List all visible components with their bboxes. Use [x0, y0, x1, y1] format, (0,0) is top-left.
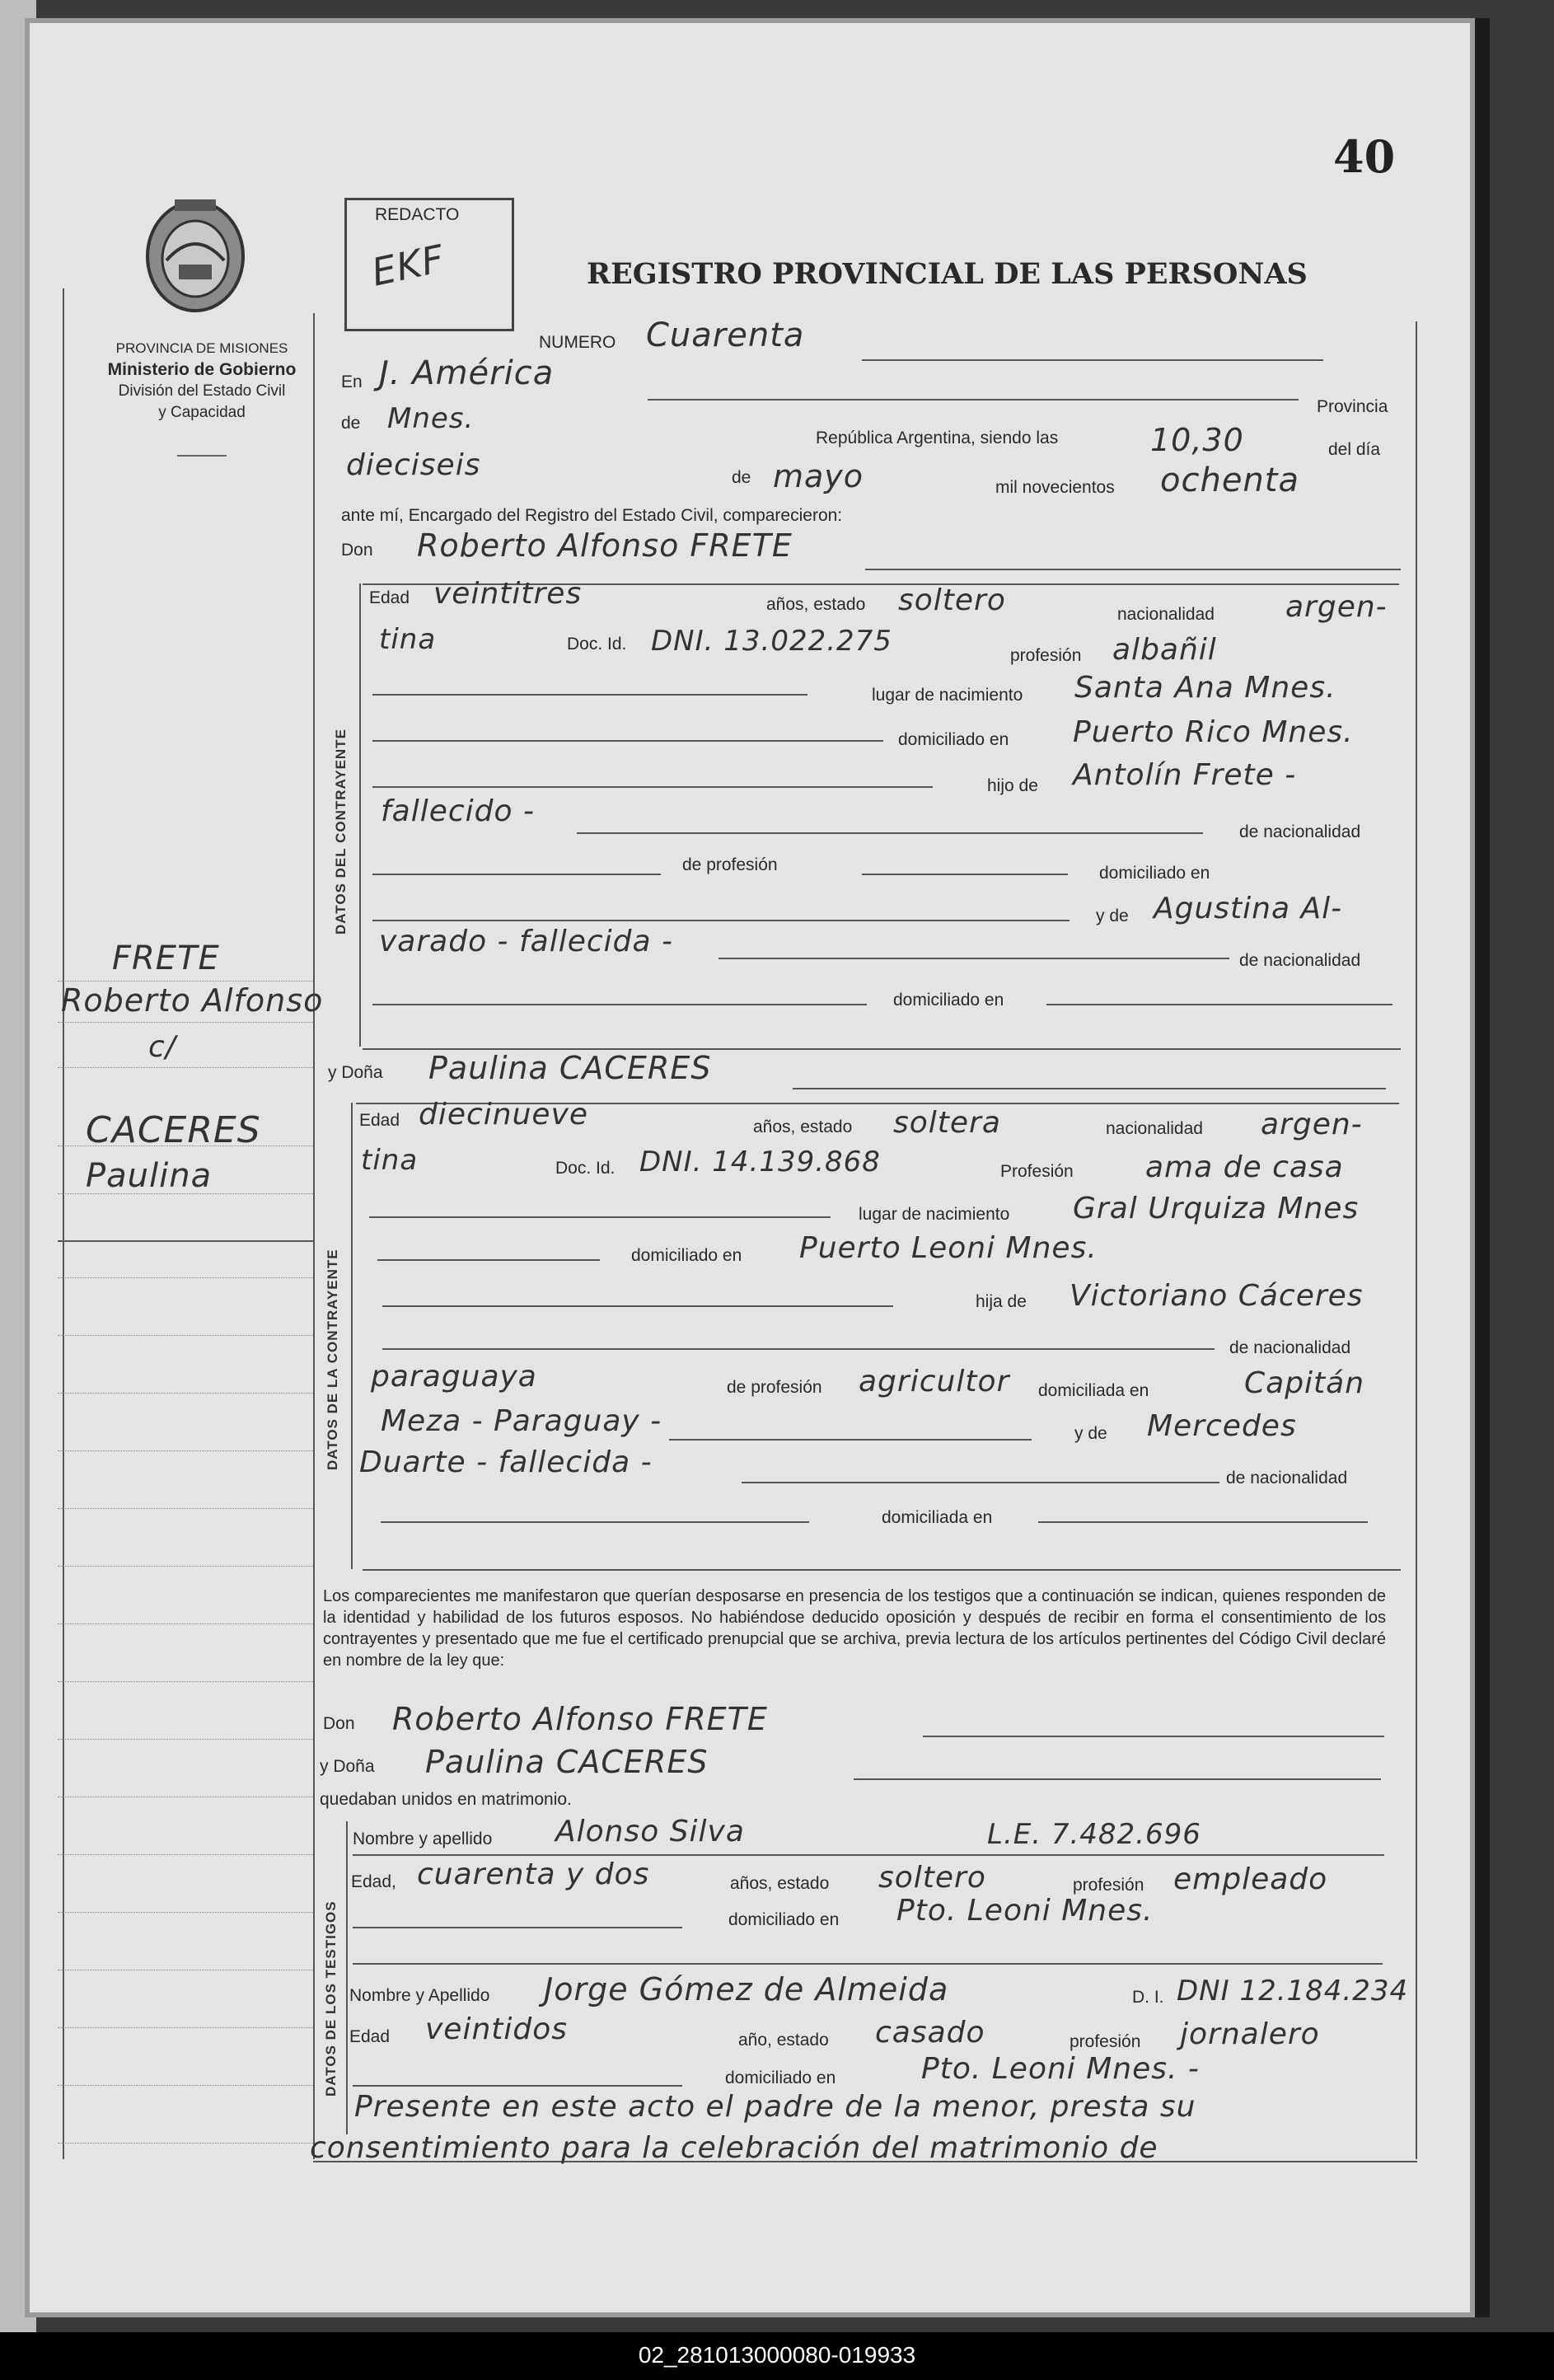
dona-label: y Doña: [328, 1063, 383, 1082]
groom-nac-label: nacionalidad: [1117, 605, 1215, 624]
bride-padre-value: Victoriano Cáceres: [1070, 1279, 1364, 1313]
statement-text: Los comparecientes me manifestaron que querían desposarse en presencia de los testigos que a continuación se indican, quienes responden de la identidad y habilidad de los futuros esposos. No habiéndose deducido oposición y después de recibir en forma el consentimiento de los contrayentes y presentado que me fue el certificado prenupcial que se archiva, previa lectura de los artículos pertinentes del Código Civil declaré en nombre de la ley que:: [323, 1587, 1386, 1670]
groom-nac-value: argen-: [1285, 590, 1388, 624]
groom-padre-value: Antolín Frete -: [1073, 758, 1297, 792]
w1-nombre-value: Alonso Silva: [555, 1815, 745, 1848]
bride-doc-label: Doc. Id.: [555, 1159, 616, 1178]
groom-de-nac2-label: de nacionalidad: [1239, 951, 1361, 970]
groom-edad-value: veintitres: [433, 577, 583, 611]
groom-estado-value: soltero: [898, 583, 1006, 617]
bride-lugar-label: lugar de nacimiento: [859, 1205, 1010, 1224]
w2-nombre-value: Jorge Gómez de Almeida: [544, 1971, 949, 2008]
bride-nac-cont: tina: [361, 1144, 419, 1177]
groom-madre-cont: varado - fallecida -: [379, 925, 674, 958]
republica-label: República Argentina, siendo las: [816, 429, 1059, 447]
groom-profesion-label: profesión: [1010, 646, 1082, 665]
margin-bride-surname: CACERES: [86, 1109, 261, 1151]
groom-edad-label: Edad: [369, 588, 410, 607]
division-label: División del Estado Civil: [118, 382, 286, 400]
bride-lugar-value: Gral Urquiza Mnes: [1073, 1192, 1360, 1225]
w2-anio-estado-label: año, estado: [738, 2031, 829, 2050]
w1-profesion-label: profesión: [1073, 1876, 1144, 1895]
ante-mi-text: ante mí, Encargado del Registro del Estado Civil, comparecieron:: [341, 506, 843, 525]
w1-estado-value: soltero: [878, 1861, 986, 1895]
document-id: 02_281013000080-019933: [638, 2342, 916, 2368]
groom-domic-value: Puerto Rico Mnes.: [1073, 715, 1354, 749]
groom-hijo-label: hijo de: [987, 776, 1038, 795]
bride-profesion-label: Profesión: [1000, 1162, 1074, 1181]
de-label: de: [341, 414, 361, 433]
en-label: En: [341, 372, 363, 391]
w2-nombre-label: Nombre y Apellido: [349, 1986, 490, 2005]
bride-domiciliada-label: domiciliada en: [1038, 1381, 1149, 1400]
w2-edad-value: veintidos: [425, 2012, 569, 2046]
groom-domic3-label: domiciliado en: [893, 991, 1004, 1010]
closing-line-1: Presente en este acto el padre de la menor, presta su: [354, 2090, 1196, 2124]
w1-edad-label: Edad,: [351, 1872, 396, 1891]
hora-value: 10,30: [1150, 422, 1244, 458]
groom-domic-label: domiciliado en: [898, 730, 1009, 749]
w2-edad-label: Edad: [349, 2027, 391, 2046]
bride-edad-value: diecinueve: [419, 1098, 589, 1131]
redacto-label: REDACTO: [375, 205, 460, 224]
groom-lugar-value: Santa Ana Mnes.: [1074, 671, 1336, 705]
ministry-label: Ministerio de Gobierno: [107, 360, 297, 379]
groom-de-nac-label: de nacionalidad: [1239, 822, 1361, 841]
groom-doc-label: Doc. Id.: [567, 635, 627, 654]
w2-profesion-value: jornalero: [1180, 2017, 1320, 2051]
groom-y-de-label: y de: [1096, 907, 1129, 925]
groom-anios-estado-label: años, estado: [766, 595, 866, 614]
groom-nac-cont: tina: [379, 623, 437, 656]
bride-domiciliada2-label: domiciliada en: [882, 1508, 993, 1527]
margin-groom-given: Roberto Alfonso: [61, 982, 324, 1019]
unidos-text: quedaban unidos en matrimonio.: [320, 1790, 572, 1809]
w2-domic-label: domiciliado en: [725, 2068, 836, 2087]
bride-madre-value: Mercedes: [1147, 1409, 1297, 1443]
w2-doc-value: DNI 12.184.234: [1177, 1975, 1409, 2008]
bride-profesion-value: ama de casa: [1145, 1150, 1344, 1184]
redacto-initials: EKF: [367, 236, 449, 295]
dia-value: dieciseis: [346, 448, 481, 482]
de-mes-label: de: [732, 468, 751, 487]
w1-doc-value: L.E. 7.482.696: [987, 1818, 1201, 1851]
bride-padre-domic: Capitán: [1244, 1366, 1365, 1400]
groom-lugar-label: lugar de nacimiento: [872, 686, 1023, 705]
bride-padre-nac: paraguaya: [371, 1360, 537, 1394]
w1-anios-estado-label: años, estado: [730, 1874, 830, 1893]
bride-hija-label: hija de: [976, 1292, 1027, 1311]
don-label: Don: [341, 541, 373, 560]
division-label-2: y Capacidad: [158, 404, 246, 421]
w1-domic-label: domiciliado en: [728, 1910, 840, 1929]
groom-profesion-value: albañil: [1112, 633, 1217, 667]
redacto-box: [344, 198, 514, 331]
w1-domic-value: Pto. Leoni Mnes.: [896, 1894, 1154, 1928]
bride-de-nac2-label: de nacionalidad: [1226, 1469, 1348, 1488]
en-value: J. América: [379, 354, 555, 392]
bride-padre-domic-cont: Meza - Paraguay -: [381, 1404, 662, 1438]
w1-profesion-value: empleado: [1173, 1862, 1328, 1896]
statement-dona-label: y Doña: [320, 1757, 375, 1776]
bride-name: Paulina CACERES: [428, 1050, 712, 1086]
statement-groom-name: Roberto Alfonso FRETE: [392, 1701, 768, 1737]
bride-estado-value: soltera: [893, 1106, 1001, 1140]
bride-nac-value: argen-: [1261, 1108, 1363, 1141]
w2-profesion-label: profesión: [1070, 2032, 1141, 2051]
register-title: REGISTRO PROVINCIAL DE LAS PERSONAS: [587, 257, 1308, 291]
bride-padre-prof: agricultor: [859, 1365, 1010, 1398]
groom-madre-value: Agustina Al-: [1154, 892, 1343, 925]
groom-de-prof-label: de profesión: [682, 855, 778, 874]
closing-line-2: consentimiento para la celebración del matrimonio de: [310, 2131, 1158, 2165]
de-value: Mnes.: [387, 402, 475, 435]
groom-domic2-label: domiciliado en: [1099, 864, 1210, 883]
province-label: PROVINCIA DE MISIONES: [115, 340, 288, 356]
groom-padre-cont: fallecido -: [381, 794, 535, 828]
w1-edad-value: cuarenta y dos: [417, 1858, 650, 1891]
bride-madre-cont: Duarte - fallecida -: [359, 1445, 653, 1479]
mes-value: mayo: [773, 458, 864, 494]
groom-doc-value: DNI. 13.022.275: [651, 625, 892, 658]
bride-y-de-label: y de: [1074, 1424, 1107, 1443]
margin-groom-surname: FRETE: [112, 939, 220, 977]
witnesses-section-label: DATOS DE LOS TESTIGOS: [323, 1900, 339, 2097]
w1-nombre-label: Nombre y apellido: [353, 1830, 493, 1848]
statement-don-label: Don: [323, 1714, 355, 1733]
margin-mark: c/: [148, 1030, 176, 1064]
bride-edad-label: Edad: [359, 1111, 400, 1130]
groom-name: Roberto Alfonso FRETE: [417, 527, 793, 564]
anio-value: ochenta: [1160, 461, 1299, 499]
w2-estado-value: casado: [875, 2016, 985, 2050]
groom-section-label: DATOS DEL CONTRAYENTE: [333, 729, 349, 935]
statement-bride-name: Paulina CACERES: [425, 1744, 709, 1780]
provincia-label: Provincia: [1317, 397, 1388, 416]
bride-nac-label: nacionalidad: [1106, 1119, 1203, 1138]
bride-de-prof-label: de profesión: [727, 1378, 822, 1397]
bride-domic-value: Puerto Leoni Mnes.: [799, 1231, 1098, 1265]
numero-label: NUMERO: [539, 333, 616, 352]
margin-bride-given: Paulina: [86, 1157, 213, 1195]
page-number: 40: [1333, 130, 1396, 183]
numero-value: Cuarenta: [646, 316, 805, 354]
w2-doc-label: D. I.: [1132, 1988, 1164, 2007]
bride-doc-value: DNI. 14.139.868: [639, 1145, 881, 1178]
del-dia-label: del día: [1328, 440, 1381, 459]
mil-label: mil novecientos: [995, 478, 1115, 497]
bride-de-nac-label: de nacionalidad: [1229, 1338, 1351, 1357]
w2-domic-value: Pto. Leoni Mnes. -: [921, 2052, 1200, 2086]
bride-domic-label: domiciliado en: [631, 1246, 742, 1265]
provincial-seal-icon: [142, 194, 249, 318]
bride-section-label: DATOS DE LA CONTRAYENTE: [325, 1249, 340, 1470]
bride-anios-estado-label: años, estado: [753, 1117, 853, 1136]
